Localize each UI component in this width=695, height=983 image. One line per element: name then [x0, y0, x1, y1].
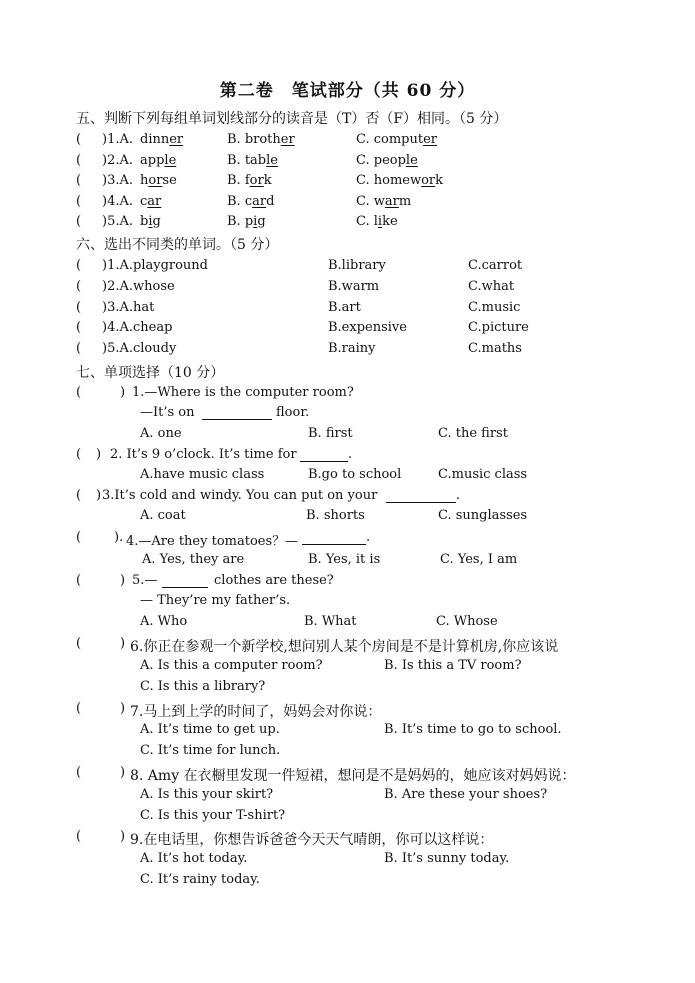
question-2 — [76, 447, 676, 467]
phonics-row — [76, 194, 676, 214]
word-a — [140, 214, 161, 229]
question-stem: 2. It’s 9 o’clock. It’s time for — [110, 447, 297, 462]
option-c: C. Yes, I am — [440, 552, 518, 567]
answer-bracket-open[interactable]: ( — [76, 488, 82, 503]
word-b — [227, 153, 278, 168]
option-b: B. Yes, it is — [308, 552, 381, 567]
word-part: C. l — [356, 214, 378, 229]
option-a: A. coat — [140, 508, 186, 523]
option-c: C. It’s time for lunch. — [140, 743, 281, 758]
word-part: ke — [382, 214, 398, 229]
question-stem: 1.—Where is the computer room? — [132, 385, 354, 400]
word-c: C.maths — [468, 341, 522, 356]
phonics-row — [76, 214, 676, 234]
row-number: )3.A. — [102, 173, 133, 188]
word-c: C.carrot — [468, 258, 523, 273]
word-part: C. w — [356, 194, 385, 209]
option-b: B. It’s time to go to school. — [384, 722, 562, 737]
question-text: clothes are these? — [214, 573, 334, 588]
answer-bracket-close: ) — [120, 573, 126, 588]
word-c — [356, 214, 398, 229]
word-part: app — [140, 153, 165, 168]
word-c — [356, 173, 443, 188]
word-b — [227, 194, 274, 209]
question-6-options-2 — [140, 679, 640, 699]
word-b: B.art — [328, 300, 361, 315]
question-4-options — [140, 552, 640, 572]
question-text: — They’re my father’s. — [140, 593, 291, 608]
word-c — [356, 132, 437, 147]
underlined-letters: er — [280, 132, 295, 147]
word-part: k — [263, 173, 272, 188]
word-part: B. broth — [227, 132, 281, 147]
option-c: C.music class — [438, 467, 528, 482]
question-9 — [76, 829, 676, 849]
question-stem: 7.马上到上学的时间了，妈妈会对你说： — [130, 704, 382, 720]
answer-bracket-close: ) — [120, 829, 126, 844]
answer-bracket-close: ) — [120, 701, 126, 716]
option-a: A. Is this a computer room? — [140, 658, 323, 673]
question-stem: 9.在电话里，你想告诉爸爸今天天气晴朗，你可以这样说： — [130, 832, 494, 848]
question-5-options — [140, 614, 640, 634]
answer-bracket-open[interactable]: ( — [76, 279, 82, 294]
question-7-options — [140, 722, 640, 742]
option-a: A. It’s hot today. — [140, 851, 248, 866]
option-c: C. Is this a library? — [140, 679, 266, 694]
answer-bracket-open[interactable]: ( — [76, 829, 82, 844]
option-c: C. sunglasses — [438, 508, 528, 523]
answer-bracket-close: ). — [114, 530, 124, 545]
word-b: B.library — [328, 258, 386, 273]
phonics-row — [76, 132, 676, 152]
word-c: C.picture — [468, 320, 529, 335]
answer-bracket-open[interactable]: ( — [76, 341, 82, 356]
question-text: . — [366, 530, 371, 545]
answer-bracket-open[interactable]: ( — [76, 765, 82, 780]
question-stem: 8. Amy 在衣橱里发现一件短裙，想问是不是妈妈的，她应该对妈妈说： — [130, 768, 576, 784]
word-part: B. tab — [227, 153, 267, 168]
question-9-options-2 — [140, 872, 640, 892]
word-b: B.warm — [328, 279, 380, 294]
word-a: )2.A.whose — [102, 279, 175, 294]
answer-blank[interactable] — [302, 532, 366, 545]
question-text: floor. — [276, 405, 310, 420]
row-number: )5.A. — [102, 214, 133, 229]
answer-blank[interactable] — [202, 407, 272, 420]
question-1-options — [140, 426, 640, 446]
underlined-letters: ar — [384, 194, 399, 209]
question-3-options — [140, 508, 640, 528]
question-1 — [76, 385, 676, 405]
word-part: d — [266, 194, 275, 209]
word-c: C.what — [468, 279, 515, 294]
word-part: se — [162, 173, 177, 188]
word-a — [140, 173, 177, 188]
answer-bracket-open[interactable]: ( — [76, 636, 82, 651]
question-3 — [76, 488, 676, 508]
word-b: B.expensive — [328, 320, 407, 335]
word-b — [227, 214, 266, 229]
word-b: B.rainy — [328, 341, 376, 356]
underlined-letters: er — [423, 132, 438, 147]
answer-blank[interactable] — [162, 575, 208, 588]
word-part: C. homew — [356, 173, 422, 188]
underlined-letters: le — [266, 153, 278, 168]
answer-bracket-close: ) — [96, 447, 102, 462]
underlined-letters: ar — [147, 194, 162, 209]
option-b: B. It’s sunny today. — [384, 851, 510, 866]
word-part: dinn — [140, 132, 170, 147]
question-stem: 5.— — [132, 573, 158, 588]
option-a: A.have music class — [140, 467, 265, 482]
word-a: )5.A.cloudy — [102, 341, 177, 356]
section-5-heading: 五、判断下列每组单词划线部分的读音是（T）否（F）相同。（5 分） — [76, 111, 508, 127]
word-a: )4.A.cheap — [102, 320, 173, 335]
row-number: )1.A. — [102, 132, 133, 147]
answer-bracket-open[interactable]: ( — [76, 132, 82, 147]
answer-bracket-open[interactable]: ( — [76, 320, 82, 335]
word-part: b — [140, 214, 149, 229]
word-a — [140, 132, 183, 147]
option-a: A. one — [140, 426, 182, 441]
option-c: C. Is this your T-shirt? — [140, 808, 286, 823]
answer-bracket-close: ) — [120, 385, 126, 400]
underlined-letters: or — [148, 173, 163, 188]
answer-bracket-open[interactable]: ( — [76, 258, 82, 273]
word-c — [356, 153, 418, 168]
word-part: C. peop — [356, 153, 406, 168]
question-8-options-2 — [140, 808, 640, 828]
question-text: . — [348, 447, 353, 462]
odd-one-out-row — [76, 300, 676, 320]
word-part: g — [257, 214, 266, 229]
question-2-options — [140, 467, 640, 487]
option-c: C. It’s rainy today. — [140, 872, 260, 887]
word-a — [140, 194, 161, 209]
answer-bracket-open[interactable]: ( — [76, 214, 82, 229]
word-a — [140, 153, 176, 168]
question-7-options-2 — [140, 743, 640, 763]
option-a: A. Who — [140, 614, 188, 629]
word-part: m — [398, 194, 412, 209]
underlined-letters: le — [164, 153, 177, 168]
word-a: )3.A.hat — [102, 300, 155, 315]
odd-one-out-row — [76, 258, 676, 278]
page-title: 第二卷 笔试部分（共 60 分） — [219, 81, 476, 101]
section-7-heading: 七、单项选择（10 分） — [76, 365, 225, 381]
option-c: C. the first — [438, 426, 508, 441]
answer-bracket-close: ) — [96, 488, 102, 503]
underlined-letters: or — [421, 173, 436, 188]
question-stem: 4.—Are they tomatoes？— — [126, 534, 299, 549]
answer-bracket-open[interactable]: ( — [76, 385, 82, 400]
answer-bracket-open[interactable]: ( — [76, 173, 82, 188]
phonics-row — [76, 153, 676, 173]
underlined-letters: i — [148, 214, 153, 229]
question-stem: 6.你正在参观一个新学校,想问别人某个房间是不是计算机房,你应该说 — [130, 639, 559, 655]
odd-one-out-row — [76, 279, 676, 299]
answer-bracket-open[interactable]: ( — [76, 447, 82, 462]
question-stem: 3.It’s cold and windy. You can put on your — [102, 488, 378, 503]
question-6-options — [140, 658, 640, 678]
answer-bracket-open[interactable]: ( — [76, 300, 82, 315]
underlined-letters: i — [377, 214, 383, 229]
word-part: B. p — [227, 214, 254, 229]
phonics-row — [76, 173, 676, 193]
question-6 — [76, 636, 676, 656]
answer-bracket-open[interactable]: ( — [76, 194, 82, 209]
underlined-letters: le — [405, 153, 418, 168]
answer-bracket-close: ) — [120, 636, 126, 651]
question-9-options — [140, 851, 640, 871]
option-b: B. What — [304, 614, 357, 629]
option-b: B. shorts — [306, 508, 365, 523]
question-5-line-2 — [140, 593, 640, 613]
question-4 — [76, 530, 676, 550]
word-a: )1.A.playground — [102, 258, 208, 273]
question-1-line-2 — [140, 405, 640, 425]
question-5 — [76, 573, 676, 593]
question-7 — [76, 701, 676, 721]
answer-blank[interactable] — [300, 449, 348, 462]
word-part: g — [152, 214, 161, 229]
odd-one-out-row — [76, 320, 676, 340]
odd-one-out-row — [76, 341, 676, 361]
word-c — [356, 194, 411, 209]
row-number: )2.A. — [102, 153, 133, 168]
word-part: h — [140, 173, 149, 188]
answer-bracket-open[interactable]: ( — [76, 153, 82, 168]
option-c: C. Whose — [436, 614, 498, 629]
option-a: A. Yes, they are — [142, 552, 245, 567]
answer-bracket-open[interactable]: ( — [76, 573, 82, 588]
underlined-letters: i — [253, 214, 258, 229]
word-c: C.music — [468, 300, 521, 315]
option-b: B. first — [308, 426, 353, 441]
section-6-heading: 六、选出不同类的单词。（5 分） — [76, 237, 279, 253]
option-b: B.go to school — [308, 467, 402, 482]
answer-bracket-close: ) — [120, 765, 126, 780]
option-a: A. Is this your skirt? — [140, 787, 274, 802]
question-text: —It’s on — [140, 405, 195, 420]
row-number: )4.A. — [102, 194, 133, 209]
answer-bracket-open[interactable]: ( — [76, 701, 82, 716]
word-part: B. c — [227, 194, 253, 209]
word-b — [227, 173, 272, 188]
option-b: B. Is this a TV room? — [384, 658, 522, 673]
question-8 — [76, 765, 676, 785]
question-text: . — [456, 488, 461, 503]
underlined-letters: or — [249, 173, 264, 188]
option-a: A. It’s time to get up. — [140, 722, 280, 737]
option-b: B. Are these your shoes? — [384, 787, 548, 802]
underlined-letters: ar — [252, 194, 267, 209]
answer-bracket-open[interactable]: ( — [76, 530, 82, 545]
word-part: k — [435, 173, 444, 188]
word-part: C. comput — [356, 132, 424, 147]
answer-blank[interactable] — [386, 490, 456, 503]
word-part: c — [140, 194, 148, 209]
word-part: B. f — [227, 173, 250, 188]
underlined-letters: er — [169, 132, 184, 147]
question-8-options — [140, 787, 640, 807]
word-b — [227, 132, 295, 147]
